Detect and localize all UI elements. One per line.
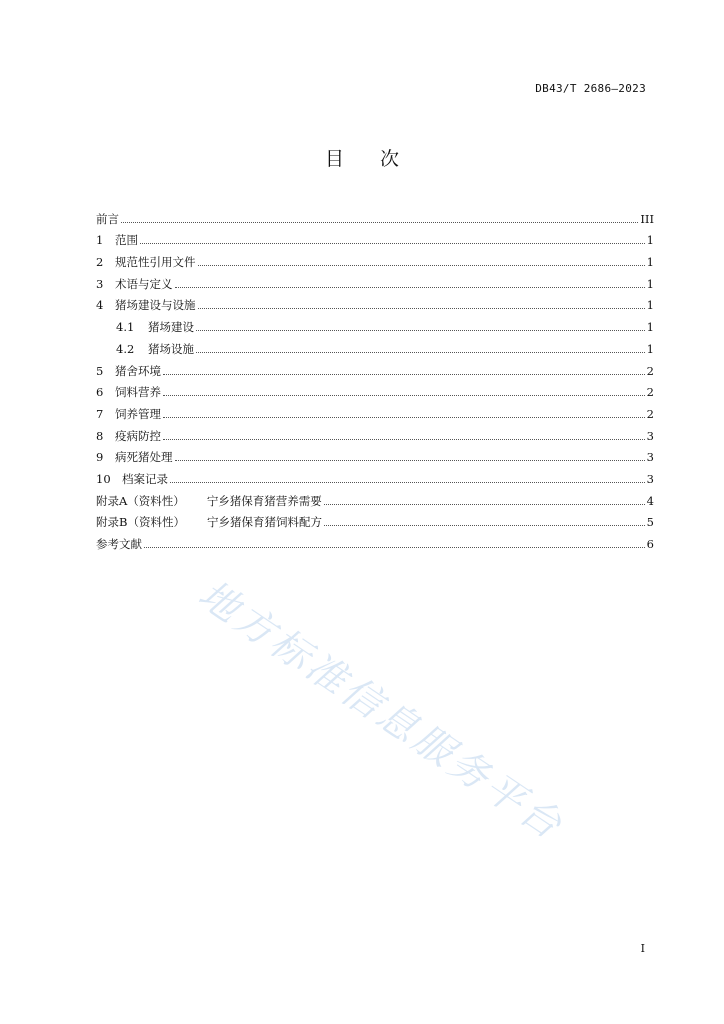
- page-title: 目次: [324, 148, 435, 170]
- toc-leader-dots: [170, 481, 645, 483]
- toc-entry-1[interactable]: [96, 226, 654, 248]
- toc-leader-dots: [163, 416, 645, 418]
- toc-entry-number: 8: [96, 428, 104, 443]
- toc-entry-page: 1: [646, 255, 654, 270]
- toc-leader-dots: [140, 242, 645, 244]
- toc-entry-7[interactable]: [96, 399, 654, 421]
- toc-entry-page: 3: [646, 471, 654, 486]
- toc-entry-page: 1: [646, 233, 654, 248]
- toc-leader-dots: [198, 264, 645, 266]
- toc-leader-dots: [144, 546, 645, 548]
- toc-entry-number: 2: [96, 255, 104, 270]
- toc-leader-dots: [163, 438, 645, 440]
- toc-entry-number: 6: [96, 385, 104, 400]
- toc-leader-dots: [175, 286, 645, 288]
- toc-entry-page: 2: [646, 406, 654, 421]
- toc-entry-label: 规范性引用文件: [115, 255, 196, 270]
- toc-entry-number: 3: [96, 276, 104, 291]
- toc-leader-dots: [196, 351, 645, 353]
- toc-leader-dots: [198, 307, 645, 309]
- toc-entry-appendix-a[interactable]: [96, 486, 654, 508]
- toc-entry-label: 附录B（资料性）: [96, 515, 185, 530]
- toc-entry-number: 4.2: [116, 341, 135, 356]
- toc-entry-5[interactable]: [96, 356, 654, 378]
- toc-entry-label: 附录A（资料性）: [96, 493, 185, 508]
- toc-entry-number: 1: [96, 233, 104, 248]
- toc-entry-4-1[interactable]: [96, 312, 654, 334]
- toc-leader-dots: [324, 503, 645, 505]
- toc-leader-dots: [324, 524, 645, 526]
- toc-entry-page: 4: [646, 493, 654, 508]
- page-number: I: [640, 942, 645, 955]
- toc-entry-number: 7: [96, 406, 104, 421]
- toc-entry-label: 病死猪处理: [115, 450, 173, 465]
- toc-entry-label: 术语与定义: [115, 276, 173, 291]
- toc-entry-label: 前言: [96, 211, 119, 226]
- toc-leader-dots: [163, 394, 645, 396]
- toc-entry-appendix-b[interactable]: [96, 508, 654, 530]
- toc-entry-label: 饲养管理: [115, 406, 161, 421]
- toc-entry-8[interactable]: [96, 421, 654, 443]
- table-of-contents: [96, 204, 654, 551]
- toc-entry-4[interactable]: [96, 291, 654, 313]
- toc-entry-label: 档案记录: [122, 471, 168, 486]
- document-code: DB43/T 2686—2023: [535, 82, 646, 95]
- toc-entry-number: 5: [96, 363, 104, 378]
- toc-entry-page: 2: [646, 363, 654, 378]
- watermark: 地方标准信息服务平台: [190, 572, 572, 850]
- toc-entry-label: 参考文献: [96, 537, 142, 551]
- toc-entry-label: 猪场建设: [148, 320, 194, 335]
- toc-entry-subtitle: 宁乡猪保育猪饲料配方: [206, 515, 322, 530]
- toc-leader-dots: [121, 221, 638, 223]
- toc-entry-6[interactable]: [96, 378, 654, 400]
- toc-entry-3[interactable]: [96, 269, 654, 291]
- toc-leader-dots: [196, 329, 645, 331]
- toc-leader-dots: [175, 459, 645, 461]
- toc-entry-page: 1: [646, 276, 654, 291]
- toc-entry-10[interactable]: [96, 464, 654, 486]
- toc-entry-page: III: [640, 211, 654, 226]
- toc-entry-2[interactable]: [96, 247, 654, 269]
- toc-entry-4-2[interactable]: [96, 334, 654, 356]
- toc-entry-label: 疫病防控: [115, 428, 161, 443]
- toc-entry-9[interactable]: [96, 443, 654, 465]
- toc-entry-page: 1: [646, 320, 654, 335]
- toc-entry-page: 3: [646, 428, 654, 443]
- toc-entry-foreword[interactable]: [96, 204, 654, 226]
- toc-entry-label: 范围: [115, 233, 138, 248]
- toc-entry-page: 5: [646, 515, 654, 530]
- toc-entry-subtitle: 宁乡猪保育猪营养需要: [206, 493, 322, 508]
- toc-entry-number: 10: [96, 471, 111, 486]
- toc-entry-label: 饲料营养: [115, 385, 161, 400]
- toc-entry-page: 3: [646, 450, 654, 465]
- toc-entry-number: 4: [96, 298, 104, 313]
- toc-entry-label: 猪舍环境: [115, 363, 161, 378]
- toc-entry-page: 1: [646, 298, 654, 313]
- toc-entry-number: 9: [96, 450, 104, 465]
- toc-leader-dots: [163, 373, 645, 375]
- toc-entry-page: 1: [646, 341, 654, 356]
- toc-entry-number: 4.1: [116, 320, 135, 335]
- toc-entry-label: 猪场建设与设施: [115, 298, 196, 313]
- toc-entry-references[interactable]: [96, 529, 654, 551]
- toc-entry-label: 猪场设施: [148, 341, 194, 356]
- toc-entry-page: 2: [646, 385, 654, 400]
- toc-entry-page: 6: [646, 537, 654, 551]
